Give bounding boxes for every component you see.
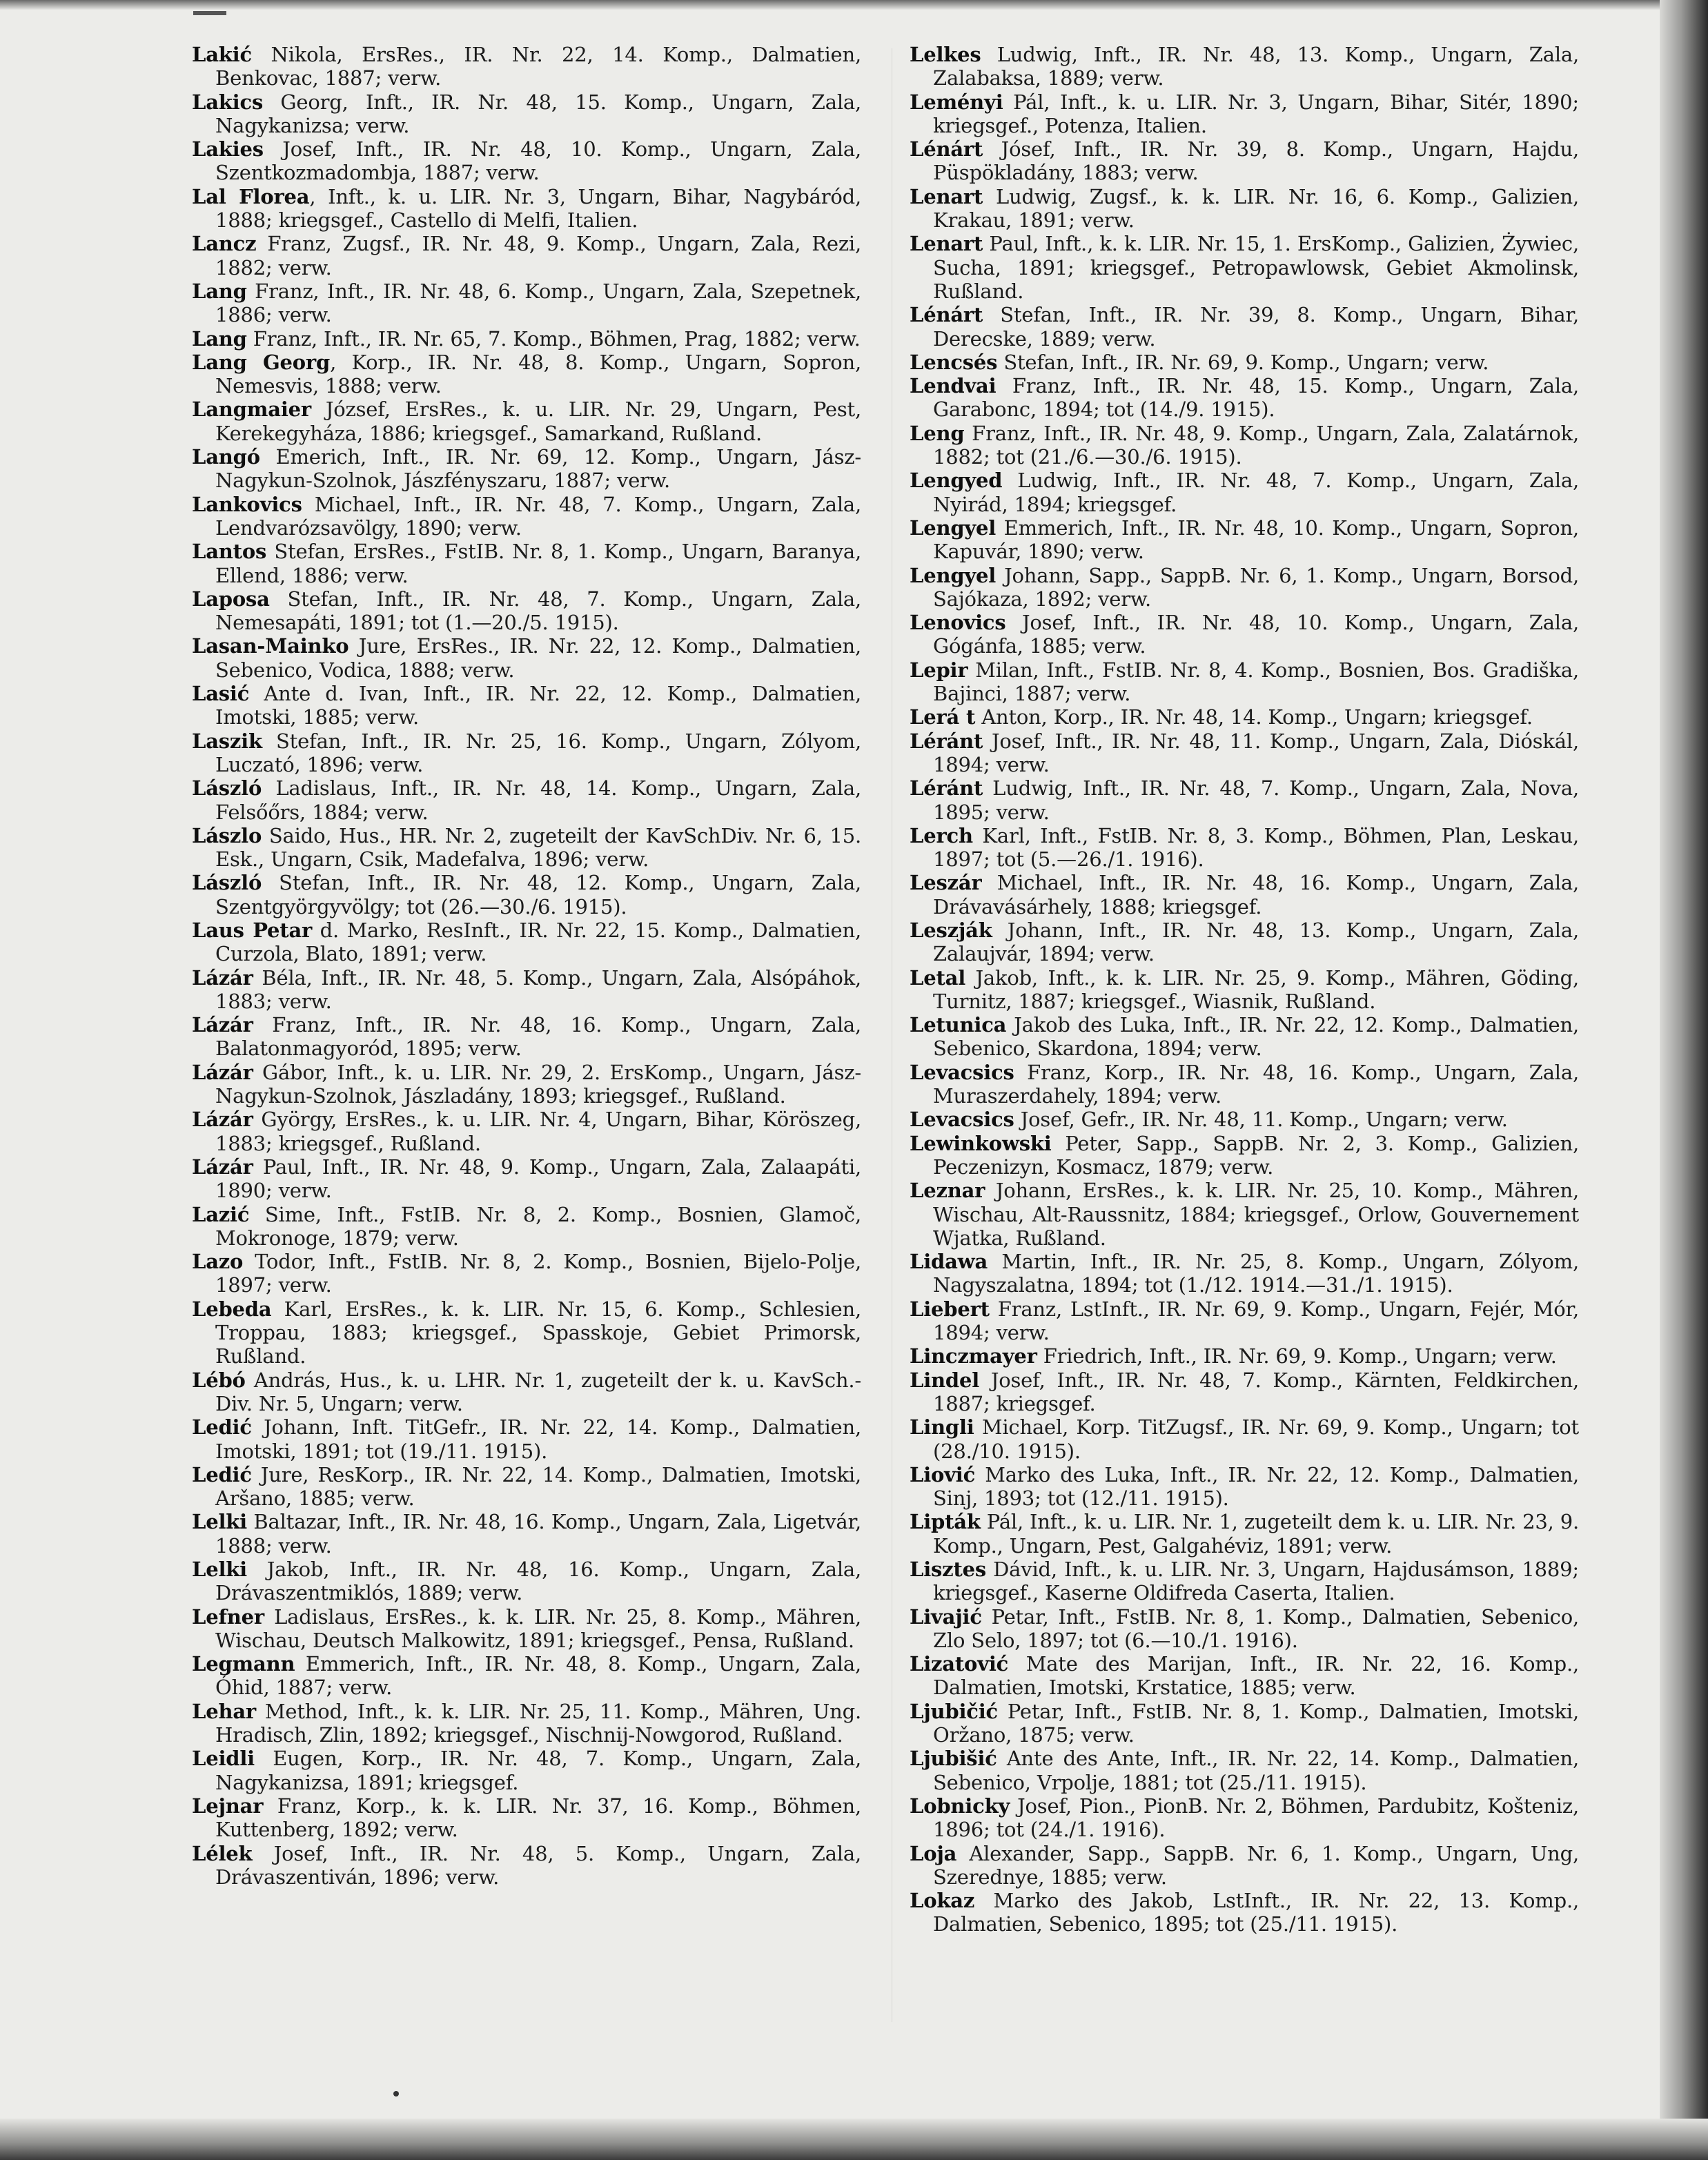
list-entry (192, 1013, 861, 1061)
corner-mark (193, 11, 226, 15)
list-entry (910, 351, 1579, 374)
entry-details: Michael, Korp. TitZugsf., IR. Nr. 69, 9. Komp., Ungarn; tot (28./10. 1915). (933, 1415, 1579, 1463)
entry-surname: Lászlo (192, 823, 262, 847)
entry-details: Karl, ErsRes., k. k. LIR. Nr. 15, 6. Komp., Schlesien, Troppau, 1883; kriegsgef., Spasskoje, Gebiet Primorsk, Rußland. (215, 1297, 861, 1368)
list-entry (192, 1463, 861, 1511)
list-entry (910, 1250, 1579, 1297)
entry-details: Johann, Inft. TitGefr., IR. Nr. 22, 14. Komp., Dalmatien, Imotski, 1891; tot (19./11. 1915). (215, 1415, 861, 1463)
entry-surname: Lázár (192, 1108, 253, 1132)
list-entry (910, 871, 1579, 919)
list-entry (910, 90, 1579, 138)
list-entry (192, 682, 861, 729)
entry-details: Ladislaus, ErsRes., k. k. LIR. Nr. 25, 8. Komp., Mähren, Wischau, Deutsch Malkowitz, 1891; kriegsgef., Pensa, Rußland. (215, 1604, 861, 1652)
entry-details: Stefan, Inft., IR. Nr. 48, 7. Komp., Ungarn, Zala, Nemesapáti, 1891; tot (1.—20./5. 1915). (215, 587, 861, 635)
list-entry (910, 469, 1579, 516)
entry-surname: Lindel (910, 1368, 980, 1392)
list-entry (192, 1297, 861, 1368)
list-entry (910, 374, 1579, 422)
entry-details: Béla, Inft., IR. Nr. 48, 5. Komp., Ungarn, Zala, Alsópáhok, 1883; verw. (215, 965, 861, 1013)
entry-surname: Lankovics (192, 492, 302, 516)
entry-details: Baltazar, Inft., IR. Nr. 48, 16. Komp., Ungarn, Zala, Ligetvár, 1888; verw. (215, 1510, 861, 1558)
entry-surname: Lal Florea (192, 184, 310, 208)
entry-surname: Lejnar (192, 1794, 264, 1818)
entry-surname: Léránt (910, 729, 983, 753)
entry-surname: Laus Petar (192, 918, 313, 942)
entry-surname: Leményi (910, 90, 1003, 114)
entry-details: Pál, Inft., k. u. LIR. Nr. 1, zugeteilt dem k. u. LIR. Nr. 23, 9. Komp., Ungarn, Pest, Galgahéviz, 1891; verw. (933, 1510, 1579, 1558)
entry-details: Jósef, Inft., IR. Nr. 39, 8. Komp., Ungarn, Hajdu, Püspökladány, 1883; verw. (933, 137, 1579, 185)
entry-details: Marko des Luka, Inft., IR. Nr. 22, 12. Komp., Dalmatien, Sinj, 1893; tot (12./11. 1915). (933, 1462, 1579, 1511)
entry-details: András, Hus., k. u. LHR. Nr. 1, zugeteilt der k. u. KavSch.-Div. Nr. 5, Ungarn; verw. (215, 1368, 861, 1415)
list-entry (192, 1652, 861, 1700)
entry-surname: Lazo (192, 1250, 244, 1274)
entry-surname: Lendvai (910, 374, 997, 398)
entry-surname: Ljubičić (910, 1699, 998, 1723)
list-entry (910, 1132, 1579, 1179)
entry-surname: Lázár (192, 1155, 253, 1179)
list-entry (192, 445, 861, 493)
entry-surname: László (192, 776, 262, 801)
entry-surname: Lakić (192, 43, 252, 66)
entry-details: Peter, Sapp., SappB. Nr. 2, 3. Komp., Galizien, Peczenizyn, Kosmacz, 1879; verw. (933, 1131, 1579, 1179)
entry-surname: Lakies (192, 137, 264, 161)
entry-surname: Linczmayer (910, 1344, 1037, 1368)
entry-details: Stefan, Inft., IR. Nr. 48, 12. Komp., Ungarn, Zala, Szentgyörgyvölgy; tot (26.—30./6. 1915). (215, 871, 861, 919)
entry-surname: Lobnicky (910, 1794, 1010, 1818)
list-entry (910, 729, 1579, 777)
entry-surname: Lénárt (910, 303, 983, 327)
list-entry (910, 1700, 1579, 1747)
list-entry (192, 1415, 861, 1463)
entry-details: Jakob, Inft., k. k. LIR. Nr. 25, 9. Komp., Mähren, Göding, Turnitz, 1887; kriegsgef., Wiasnik, Rußland. (933, 965, 1579, 1013)
entry-details: Anton, Korp., IR. Nr. 48, 14. Komp., Ungarn; kriegsgef. (975, 705, 1533, 729)
entry-details: d. Marko, ResInft., IR. Nr. 22, 15. Komp., Dalmatien, Curzola, Blato, 1891; verw. (215, 918, 861, 966)
list-entry (192, 1155, 861, 1203)
entry-details: Emerich, Inft., IR. Nr. 69, 12. Komp., Ungarn, Jász-Nagykun-Szolnok, Jászfényszaru, 1887; verw. (215, 445, 861, 493)
entry-details: Josef, Inft., IR. Nr. 48, 10. Komp., Ungarn, Zala, Szentkozmadombja, 1887; verw. (215, 137, 861, 185)
entry-details: Josef, Pion., PionB. Nr. 2, Böhmen, Pardubitz, Košteniz, 1896; tot (24./1. 1916). (933, 1794, 1579, 1842)
entry-surname: Lisztes (910, 1558, 986, 1581)
entry-details: Gábor, Inft., k. u. LIR. Nr. 29, 2. ErsKomp., Ungarn, Jász-Nagykun-Szolnok, Jászladány, 1893; kriegsgef., Rußland. (215, 1060, 861, 1108)
list-entry (192, 90, 861, 138)
entry-details: Petar, Inft., FstIB. Nr. 8, 1. Komp., Dalmatien, Sebenico, Zlo Selo, 1897; tot (6.—10./1. 1916). (933, 1604, 1579, 1652)
entry-surname: Lencsés (910, 350, 998, 374)
entry-surname: Leszár (910, 871, 982, 895)
list-entry (910, 1747, 1579, 1794)
list-entry (192, 1250, 861, 1297)
right-column (910, 43, 1579, 2030)
scan-bottom-shadow (0, 2119, 1708, 2160)
list-entry (192, 1558, 861, 1605)
entry-details: Franz, LstInft., IR. Nr. 69, 9. Komp., Ungarn, Fejér, Mór, 1894; verw. (933, 1297, 1579, 1345)
entry-surname: Lebeda (192, 1297, 272, 1321)
entry-surname: Levacsics (910, 1108, 1014, 1132)
entry-details: György, ErsRes., k. u. LIR. Nr. 4, Ungarn, Bihar, Köröszeg, 1883; kriegsgef., Rußland. (215, 1108, 861, 1155)
list-entry (192, 1605, 861, 1653)
entry-details: Pál, Inft., k. u. LIR. Nr. 3, Ungarn, Bihar, Sitér, 1890; kriegsgef., Potenza, Italien. (933, 90, 1579, 137)
entry-surname: Ledić (192, 1415, 252, 1440)
entry-surname: Liebert (910, 1297, 990, 1321)
list-entry (192, 919, 861, 966)
list-entry (910, 1368, 1579, 1416)
entry-surname: Lasić (192, 682, 250, 706)
entry-details: Ludwig, Inft., IR. Nr. 48, 7. Komp., Ungarn, Zala, Nyirád, 1894; kriegsgef. (933, 469, 1579, 516)
list-entry (192, 327, 861, 351)
entry-surname: Langó (192, 445, 260, 469)
list-entry (192, 1108, 861, 1155)
entry-details: Josef, Inft., IR. Nr. 48, 7. Komp., Kärnten, Feldkirchen, 1887; kriegsgef. (933, 1368, 1579, 1415)
entry-details: Ante des Ante, Inft., IR. Nr. 22, 14. Komp., Dalmatien, Sebenico, Vrpolje, 1881; tot (25./11. 1915). (933, 1747, 1579, 1794)
entry-surname: Lasan-Mainko (192, 634, 349, 658)
list-entry (910, 422, 1579, 469)
list-entry (192, 351, 861, 398)
entry-surname: Léránt (910, 776, 983, 801)
entry-details: Emmerich, Inft., IR. Nr. 48, 10. Komp., Ungarn, Sopron, Kapuvár, 1890; verw. (933, 516, 1579, 564)
entry-surname: Lelki (192, 1510, 247, 1534)
stray-dot (393, 2091, 399, 2097)
list-entry (910, 1344, 1579, 1368)
scan-right-shadow (1660, 0, 1708, 2160)
entry-surname: Liović (910, 1462, 976, 1486)
entry-details: Josef, Inft., IR. Nr. 48, 10. Komp., Ungarn, Zala, Gógánfa, 1885; verw. (933, 611, 1579, 658)
entry-details: Franz, Inft., IR. Nr. 48, 6. Komp., Ungarn, Zala, Szepetnek, 1886; verw. (215, 279, 861, 327)
list-entry (192, 824, 861, 872)
entry-surname: Lélek (192, 1841, 253, 1865)
entry-details: Ludwig, Inft., IR. Nr. 48, 7. Komp., Ungarn, Zala, Nova, 1895; verw. (933, 776, 1579, 824)
entry-details: Josef, Gefr., IR. Nr. 48, 11. Komp., Ungarn; verw. (1014, 1108, 1508, 1132)
entry-details: Alexander, Sapp., SappB. Nr. 6, 1. Komp., Ungarn, Ung, Szerednye, 1885; verw. (933, 1841, 1579, 1889)
entry-surname: Lelki (192, 1558, 247, 1581)
list-entry (910, 1415, 1579, 1463)
list-entry (910, 1463, 1579, 1511)
list-entry (910, 776, 1579, 824)
list-entry (192, 279, 861, 327)
list-entry (192, 43, 861, 90)
list-entry (910, 1108, 1579, 1131)
list-entry (192, 1842, 861, 1889)
entry-surname: Loja (910, 1841, 957, 1865)
list-entry (192, 1368, 861, 1416)
list-entry (910, 564, 1579, 611)
entry-details: Marko des Jakob, LstInft., IR. Nr. 22, 13. Komp., Dalmatien, Sebenico, 1895; tot (25./11. 1915). (933, 1889, 1579, 1936)
entry-surname: Leidli (192, 1747, 255, 1771)
entry-details: Josef, Inft., IR. Nr. 48, 11. Komp., Ungarn, Zala, Dióskál, 1894; verw. (933, 729, 1579, 776)
list-entry (192, 776, 861, 824)
list-entry (910, 1889, 1579, 1936)
list-entry (192, 1510, 861, 1558)
entry-surname: Leznar (910, 1179, 985, 1203)
entry-details: Franz, Inft., IR. Nr. 48, 9. Komp., Ungarn, Zala, Zalatárnok, 1882; tot (21./6.—30./6. 1915). (933, 421, 1579, 469)
entry-details: Jakob, Inft., IR. Nr. 48, 16. Komp., Ungarn, Zala, Drávaszentmiklós, 1889; verw. (215, 1558, 861, 1605)
entry-surname: Ljubišić (910, 1747, 997, 1771)
entry-surname: Lipták (910, 1510, 981, 1534)
entry-surname: Lelkes (910, 43, 981, 66)
list-entry (192, 587, 861, 635)
list-entry (910, 516, 1579, 564)
entry-details: Paul, Inft., k. k. LIR. Nr. 15, 1. ErsKomp., Galizien, Żywiec, Sucha, 1891; kriegsgef., Petropawlowsk, Gebiet Akmolinsk, Rußland. (933, 232, 1579, 303)
entry-surname: Langmaier (192, 397, 311, 422)
entry-details: Franz, Zugsf., IR. Nr. 48, 9. Komp., Ungarn, Zala, Rezi, 1882; verw. (215, 232, 861, 279)
entry-details: Emmerich, Inft., IR. Nr. 48, 8. Komp., Ungarn, Zala, Óhid, 1887; verw. (215, 1652, 861, 1700)
entry-details: Saido, Hus., HR. Nr. 2, zugeteilt der KavSchDiv. Nr. 6, 15. Esk., Ungarn, Csik, Madefalva, 1896; verw. (215, 823, 861, 872)
entry-surname: Lantos (192, 540, 267, 564)
entry-surname: Lázár (192, 1060, 253, 1084)
entry-details: Franz, Inft., IR. Nr. 48, 15. Komp., Ungarn, Zala, Garabonc, 1894; tot (14./9. 1915). (933, 374, 1579, 422)
entry-surname: Lehar (192, 1699, 256, 1723)
entry-surname: Ledić (192, 1462, 252, 1486)
list-entry (910, 185, 1579, 233)
entry-details: , Korp., IR. Nr. 48, 8. Komp., Ungarn, Sopron, Nemesvis, 1888; verw. (215, 350, 861, 398)
list-entry (910, 919, 1579, 966)
entry-surname: Lang Georg (192, 350, 331, 374)
entry-details: Todor, Inft., FstIB. Nr. 8, 2. Komp., Bosnien, Bijelo-Polje, 1897; verw. (215, 1250, 861, 1297)
list-entry (910, 232, 1579, 303)
entry-surname: Lepir (910, 658, 968, 682)
left-column (192, 43, 861, 2030)
list-entry (192, 729, 861, 777)
entry-surname: Leng (910, 421, 965, 445)
entry-surname: Lefner (192, 1604, 264, 1629)
entry-surname: Laposa (192, 587, 270, 611)
list-entry (192, 1061, 861, 1108)
entry-surname: Letunica (910, 1013, 1007, 1037)
entry-details: Johann, Sapp., SappB. Nr. 6, 1. Komp., Ungarn, Borsod, Sajókaza, 1892; verw. (933, 563, 1579, 611)
entry-details: Ladislaus, Inft., IR. Nr. 48, 14. Komp., Ungarn, Zala, Felsőőrs, 1884; verw. (215, 776, 861, 824)
entry-surname: László (192, 871, 262, 895)
entry-details: Friedrich, Inft., IR. Nr. 69, 9. Komp., Ungarn; verw. (1037, 1344, 1557, 1368)
entry-details: Stefan, ErsRes., FstIB. Nr. 8, 1. Komp., Ungarn, Baranya, Ellend, 1886; verw. (215, 540, 861, 587)
entry-surname: Lengyel (910, 563, 997, 587)
entry-details: Stefan, Inft., IR. Nr. 39, 8. Komp., Ungarn, Bihar, Derecske, 1889; verw. (933, 303, 1579, 351)
list-entry (910, 705, 1579, 729)
entry-details: Sime, Inft., FstIB. Nr. 8, 2. Komp., Bosnien, Glamoč, Mokronoge, 1879; verw. (215, 1202, 861, 1250)
list-entry (192, 871, 861, 919)
list-entry (192, 634, 861, 682)
entry-surname: Lewinkowski (910, 1131, 1052, 1155)
list-entry (910, 303, 1579, 351)
list-entry (910, 611, 1579, 658)
entry-details: Johann, Inft., IR. Nr. 48, 13. Komp., Ungarn, Zala, Zalaujvár, 1894; verw. (933, 918, 1579, 966)
entry-surname: Lang (192, 326, 247, 351)
entry-surname: Leszják (910, 918, 992, 942)
list-entry (192, 185, 861, 233)
list-entry (910, 1061, 1579, 1108)
list-entry (192, 966, 861, 1014)
list-entry (910, 1842, 1579, 1889)
list-entry (910, 1605, 1579, 1653)
entry-details: Paul, Inft., IR. Nr. 48, 9. Komp., Ungarn, Zala, Zalaapáti, 1890; verw. (215, 1155, 861, 1203)
list-entry (910, 1179, 1579, 1250)
list-entry (910, 1013, 1579, 1061)
scan-top-shadow (0, 0, 1708, 10)
entry-surname: Lenart (910, 184, 983, 208)
entry-surname: Lénárt (910, 137, 983, 161)
entry-details: Method, Inft., k. k. LIR. Nr. 25, 11. Komp., Mähren, Ung. Hradisch, Zlin, 1892; kriegsgef., Nischnij-Nowgorod, Rußland. (215, 1699, 861, 1747)
entry-surname: Lébó (192, 1368, 246, 1392)
entry-details: Milan, Inft., FstIB. Nr. 8, 4. Komp., Bosnien, Bos. Gradiška, Bajinci, 1887; verw. (933, 658, 1579, 706)
list-entry (910, 966, 1579, 1014)
list-entry (910, 43, 1579, 90)
entry-details: Ludwig, Inft., IR. Nr. 48, 13. Komp., Ungarn, Zala, Zalabaksa, 1889; verw. (933, 43, 1579, 90)
list-entry (192, 1700, 861, 1747)
list-entry (192, 493, 861, 540)
entry-surname: Lokaz (910, 1889, 975, 1913)
entry-details: , Inft., k. u. LIR. Nr. 3, Ungarn, Bihar, Nagybáród, 1888; kriegsgef., Castello di Melfi, Italien. (215, 184, 861, 233)
entry-details: József, ErsRes., k. u. LIR. Nr. 29, Ungarn, Pest, Kerekegyháza, 1886; kriegsgef., Samarkand, Rußland. (215, 397, 861, 445)
entry-details: Stefan, Inft., IR. Nr. 69, 9. Komp., Ungarn; verw. (997, 350, 1489, 374)
list-entry (192, 397, 861, 445)
list-entry (910, 137, 1579, 185)
entry-details: Georg, Inft., IR. Nr. 48, 15. Komp., Ungarn, Zala, Nagykanizsa; verw. (215, 90, 861, 137)
entry-details: Josef, Inft., IR. Nr. 48, 5. Komp., Ungarn, Zala, Drávaszentiván, 1896; verw. (215, 1841, 861, 1889)
entry-details: Jakob des Luka, Inft., IR. Nr. 22, 12. Komp., Dalmatien, Sebenico, Skardona, 1894; verw. (933, 1013, 1579, 1061)
entry-details: Jure, ResKorp., IR. Nr. 22, 14. Komp., Dalmatien, Imotski, Aršano, 1885; verw. (215, 1462, 861, 1511)
entry-surname: Lancz (192, 232, 257, 256)
entry-surname: Lengyed (910, 469, 1003, 493)
list-entry (192, 1747, 861, 1794)
list-entry (192, 1203, 861, 1250)
entry-surname: Lizatović (910, 1652, 1009, 1676)
entry-surname: Lenart (910, 232, 983, 256)
entry-surname: Lakics (192, 90, 264, 114)
entry-surname: Lenovics (910, 611, 1006, 635)
entry-surname: Legmann (192, 1652, 295, 1676)
list-entry (192, 232, 861, 279)
list-entry (910, 824, 1579, 872)
list-entry (910, 1297, 1579, 1345)
entry-details: Franz, Korp., k. k. LIR. Nr. 37, 16. Komp., Böhmen, Kuttenberg, 1892; verw. (215, 1794, 861, 1842)
entry-surname: Lidawa (910, 1250, 988, 1274)
list-entry (192, 1794, 861, 1842)
entry-surname: Letal (910, 965, 966, 990)
entry-details: Jure, ErsRes., IR. Nr. 22, 12. Komp., Dalmatien, Sebenico, Vodica, 1888; verw. (215, 634, 861, 682)
entry-surname: Lerá t (910, 705, 976, 729)
entry-details: Johann, ErsRes., k. k. LIR. Nr. 25, 10. Komp., Mähren, Wischau, Alt-Raussnitz, 1884; kriegsgef., Orlow, Gouvernement Wjatka, Rußland. (933, 1179, 1579, 1250)
list-entry (910, 1652, 1579, 1700)
entry-details: Mate des Marijan, Inft., IR. Nr. 22, 16. Komp., Dalmatien, Imotski, Krstatice, 1885; verw. (933, 1652, 1579, 1700)
entry-details: Ludwig, Zugsf., k. k. LIR. Nr. 16, 6. Komp., Galizien, Krakau, 1891; verw. (933, 184, 1579, 233)
list-entry (910, 1510, 1579, 1558)
entry-surname: Lazić (192, 1202, 250, 1226)
entry-surname: Lingli (910, 1415, 974, 1440)
entry-details: Petar, Inft., FstIB. Nr. 8, 1. Komp., Dalmatien, Imotski, Oržano, 1875; verw. (933, 1699, 1579, 1747)
list-entry (192, 137, 861, 185)
entry-surname: Lerch (910, 823, 973, 847)
entry-surname: Lang (192, 279, 247, 303)
list-entry (192, 540, 861, 587)
entry-details: Dávid, Inft., k. u. LIR. Nr. 3, Ungarn, Hajdusámson, 1889; kriegsgef., Kaserne Oldifreda Caserta, Italien. (933, 1558, 1579, 1605)
entry-details: Eugen, Korp., IR. Nr. 48, 7. Komp., Ungarn, Zala, Nagykanizsa, 1891; kriegsgef. (215, 1747, 861, 1794)
entry-details: Karl, Inft., FstIB. Nr. 8, 3. Komp., Böhmen, Plan, Leskau, 1897; tot (5.—26./1. 1916). (933, 823, 1579, 872)
entry-details: Stefan, Inft., IR. Nr. 25, 16. Komp., Ungarn, Zólyom, Luczató, 1896; verw. (215, 729, 861, 776)
list-entry (910, 1794, 1579, 1842)
entry-details: Franz, Inft., IR. Nr. 65, 7. Komp., Böhmen, Prag, 1882; verw. (246, 326, 861, 351)
list-entry (910, 658, 1579, 706)
entry-surname: Lázár (192, 965, 253, 990)
entry-details: Franz, Inft., IR. Nr. 48, 16. Komp., Ungarn, Zala, Balatonmagyoród, 1895; verw. (215, 1013, 861, 1061)
entry-details: Ante d. Ivan, Inft., IR. Nr. 22, 12. Komp., Dalmatien, Imotski, 1885; verw. (215, 682, 861, 729)
entry-details: Nikola, ErsRes., IR. Nr. 22, 14. Komp., Dalmatien, Benkovac, 1887; verw. (215, 43, 861, 90)
entry-surname: Livajić (910, 1604, 982, 1629)
list-entry (910, 1558, 1579, 1605)
entry-surname: Lengyel (910, 516, 997, 540)
entry-details: Michael, Inft., IR. Nr. 48, 16. Komp., Ungarn, Zala, Drávavásárhely, 1888; kriegsgef. (933, 871, 1579, 919)
entry-surname: Lázár (192, 1013, 253, 1037)
entry-surname: Levacsics (910, 1060, 1014, 1084)
entry-details: Michael, Inft., IR. Nr. 48, 7. Komp., Ungarn, Zala, Lendvarózsavölgy, 1890; verw. (215, 492, 861, 540)
entry-surname: Laszik (192, 729, 262, 753)
entry-details: Franz, Korp., IR. Nr. 48, 16. Komp., Ungarn, Zala, Muraszerdahely, 1894; verw. (933, 1060, 1579, 1108)
entry-details: Martin, Inft., IR. Nr. 25, 8. Komp., Ungarn, Zólyom, Nagyszalatna, 1894; tot (1./12. 1914.—31./1. 1915). (933, 1250, 1579, 1297)
